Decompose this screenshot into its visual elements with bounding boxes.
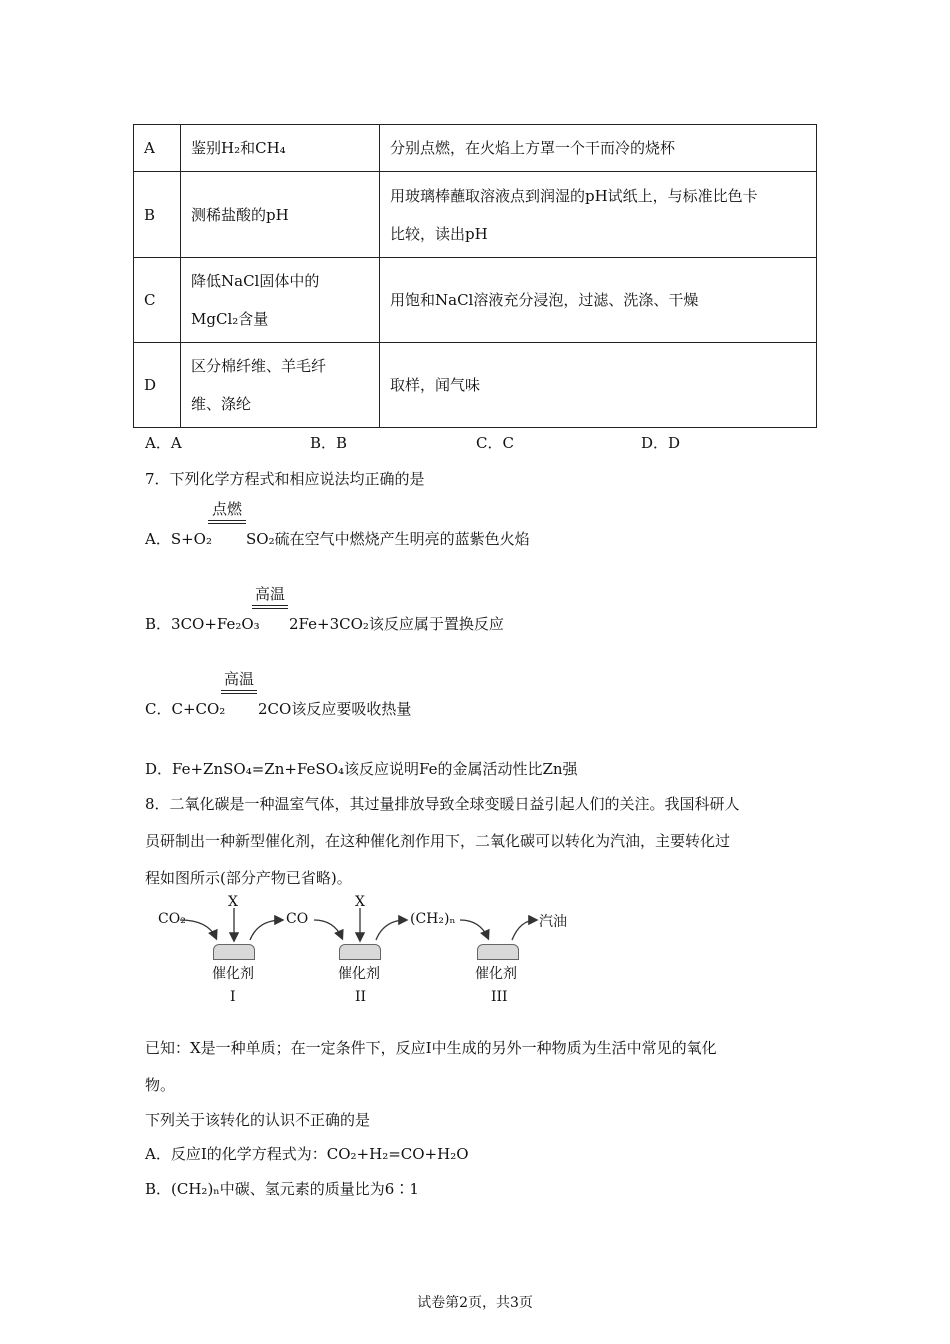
catalyst-label: 催化剂	[338, 966, 380, 982]
q7-option-d: D．Fe+ZnSO₄=Zn+FeSO₄该反应说明Fe的金属活动性比Zn强	[145, 760, 578, 778]
arrow-out-2	[376, 920, 406, 940]
x-label-2: X	[355, 894, 365, 910]
catalyst-block	[339, 944, 381, 960]
gasoline-label: 汽油	[539, 914, 567, 930]
row-method-line: 比较，读出pH	[390, 224, 488, 243]
q8-stem-line: 8．二氧化碳是一种温室气体，其过量排放导致全球变暖日益引起人们的关注。我国科研人	[145, 795, 740, 813]
q7-option-c-left: C．C+CO₂	[145, 700, 226, 718]
q7-option-a-left: A．S+O₂	[145, 530, 212, 548]
stage-label: I	[230, 989, 236, 1005]
q8-stem-line: 程如图所示(部分产物已省略)。	[145, 869, 352, 887]
row-purpose-line: 维、涤纶	[191, 395, 252, 413]
table-row	[134, 125, 817, 172]
row-method: 用饱和NaCl溶液充分浸泡，过滤、洗涤、干燥	[380, 258, 817, 343]
equals-sign-line	[252, 605, 288, 609]
stage-label: II	[355, 989, 367, 1005]
row-purpose	[181, 258, 380, 343]
row-purpose-line: 降低NaCl固体中的	[191, 272, 320, 290]
q8-ask: 下列关于该转化的认识不正确的是	[145, 1111, 371, 1129]
ch2n-label: (CH₂)ₙ	[410, 911, 456, 927]
row-purpose: 鉴别H₂和CH₄	[181, 125, 380, 172]
row-method-line: 用玻璃棒蘸取溶液点到润湿的pH试纸上，与标准比色卡	[390, 186, 758, 205]
row-purpose	[181, 343, 380, 428]
q6-option-b: B．B	[310, 434, 348, 452]
row-purpose: 测稀盐酸的pH	[181, 172, 380, 258]
reaction-condition	[221, 670, 257, 694]
row-key: C	[134, 258, 181, 343]
q7-option-a-right: SO₂硫在空气中燃烧产生明亮的蓝紫色火焰	[246, 530, 530, 548]
co2-label: CO₂	[158, 911, 186, 927]
arrow-out-3	[512, 920, 536, 940]
row-method: 取样，闻气味	[380, 343, 817, 428]
condition-label: 点燃	[211, 500, 242, 518]
row-key: A	[134, 125, 181, 172]
q7-option-c-right: 2CO该反应要吸收热量	[258, 700, 412, 718]
q8-stem-line: 员研制出一种新型催化剂，在这种催化剂作用下，二氧化碳可以转化为汽油，主要转化过	[145, 832, 731, 850]
options-table	[133, 124, 817, 428]
row-key: D	[134, 343, 181, 428]
row-purpose-line: MgCl₂含量	[191, 310, 269, 328]
reaction-condition	[252, 585, 288, 609]
q7-option-b-left: B．3CO+Fe₂O₃	[145, 615, 260, 633]
page-footer: 试卷第2页，共3页	[417, 1295, 533, 1311]
arrow-in-3	[460, 920, 488, 938]
arrow-in-2	[314, 920, 342, 938]
arrow-out-1	[250, 920, 282, 940]
q8-known-line: 已知：X是一种单质；在一定条件下，反应Ⅰ中生成的另外一种物质为生活中常见的氧化	[145, 1039, 717, 1057]
condition-label: 高温	[254, 585, 285, 603]
row-method	[380, 172, 817, 258]
equals-sign-line	[208, 520, 246, 524]
catalyst-block	[477, 944, 519, 960]
q6-option-c: C．C	[476, 434, 514, 452]
table-row	[134, 343, 817, 428]
row-method: 分别点燃，在火焰上方罩一个干而冷的烧杯	[380, 125, 817, 172]
q8-option-b: B．(CH₂)ₙ中碳、氢元素的质量比为6∶1	[145, 1180, 419, 1198]
co-label: CO	[286, 911, 309, 927]
catalyst-label: 催化剂	[212, 966, 254, 982]
table-row	[134, 172, 817, 258]
stage-label: III	[491, 989, 508, 1005]
x-label-1: X	[228, 894, 238, 910]
q8-known-line: 物。	[145, 1076, 176, 1094]
condition-label: 高温	[223, 670, 254, 688]
q7-stem: 7．下列化学方程式和相应说法均正确的是	[145, 470, 425, 488]
table-row	[134, 258, 817, 343]
q6-option-d: D．D	[641, 434, 681, 452]
catalyst-block	[213, 944, 255, 960]
q7-option-b-right: 2Fe+3CO₂该反应属于置换反应	[289, 615, 504, 633]
row-purpose-line: 区分棉纤维、羊毛纤	[191, 357, 327, 375]
q8-option-a: A．反应Ⅰ的化学方程式为：CO₂+H₂=CO+H₂O	[145, 1145, 469, 1163]
reaction-condition	[208, 500, 246, 524]
row-key: B	[134, 172, 181, 258]
q6-option-a: A．A	[145, 434, 182, 452]
equals-sign-line	[221, 690, 257, 694]
catalyst-label: 催化剂	[475, 966, 517, 982]
